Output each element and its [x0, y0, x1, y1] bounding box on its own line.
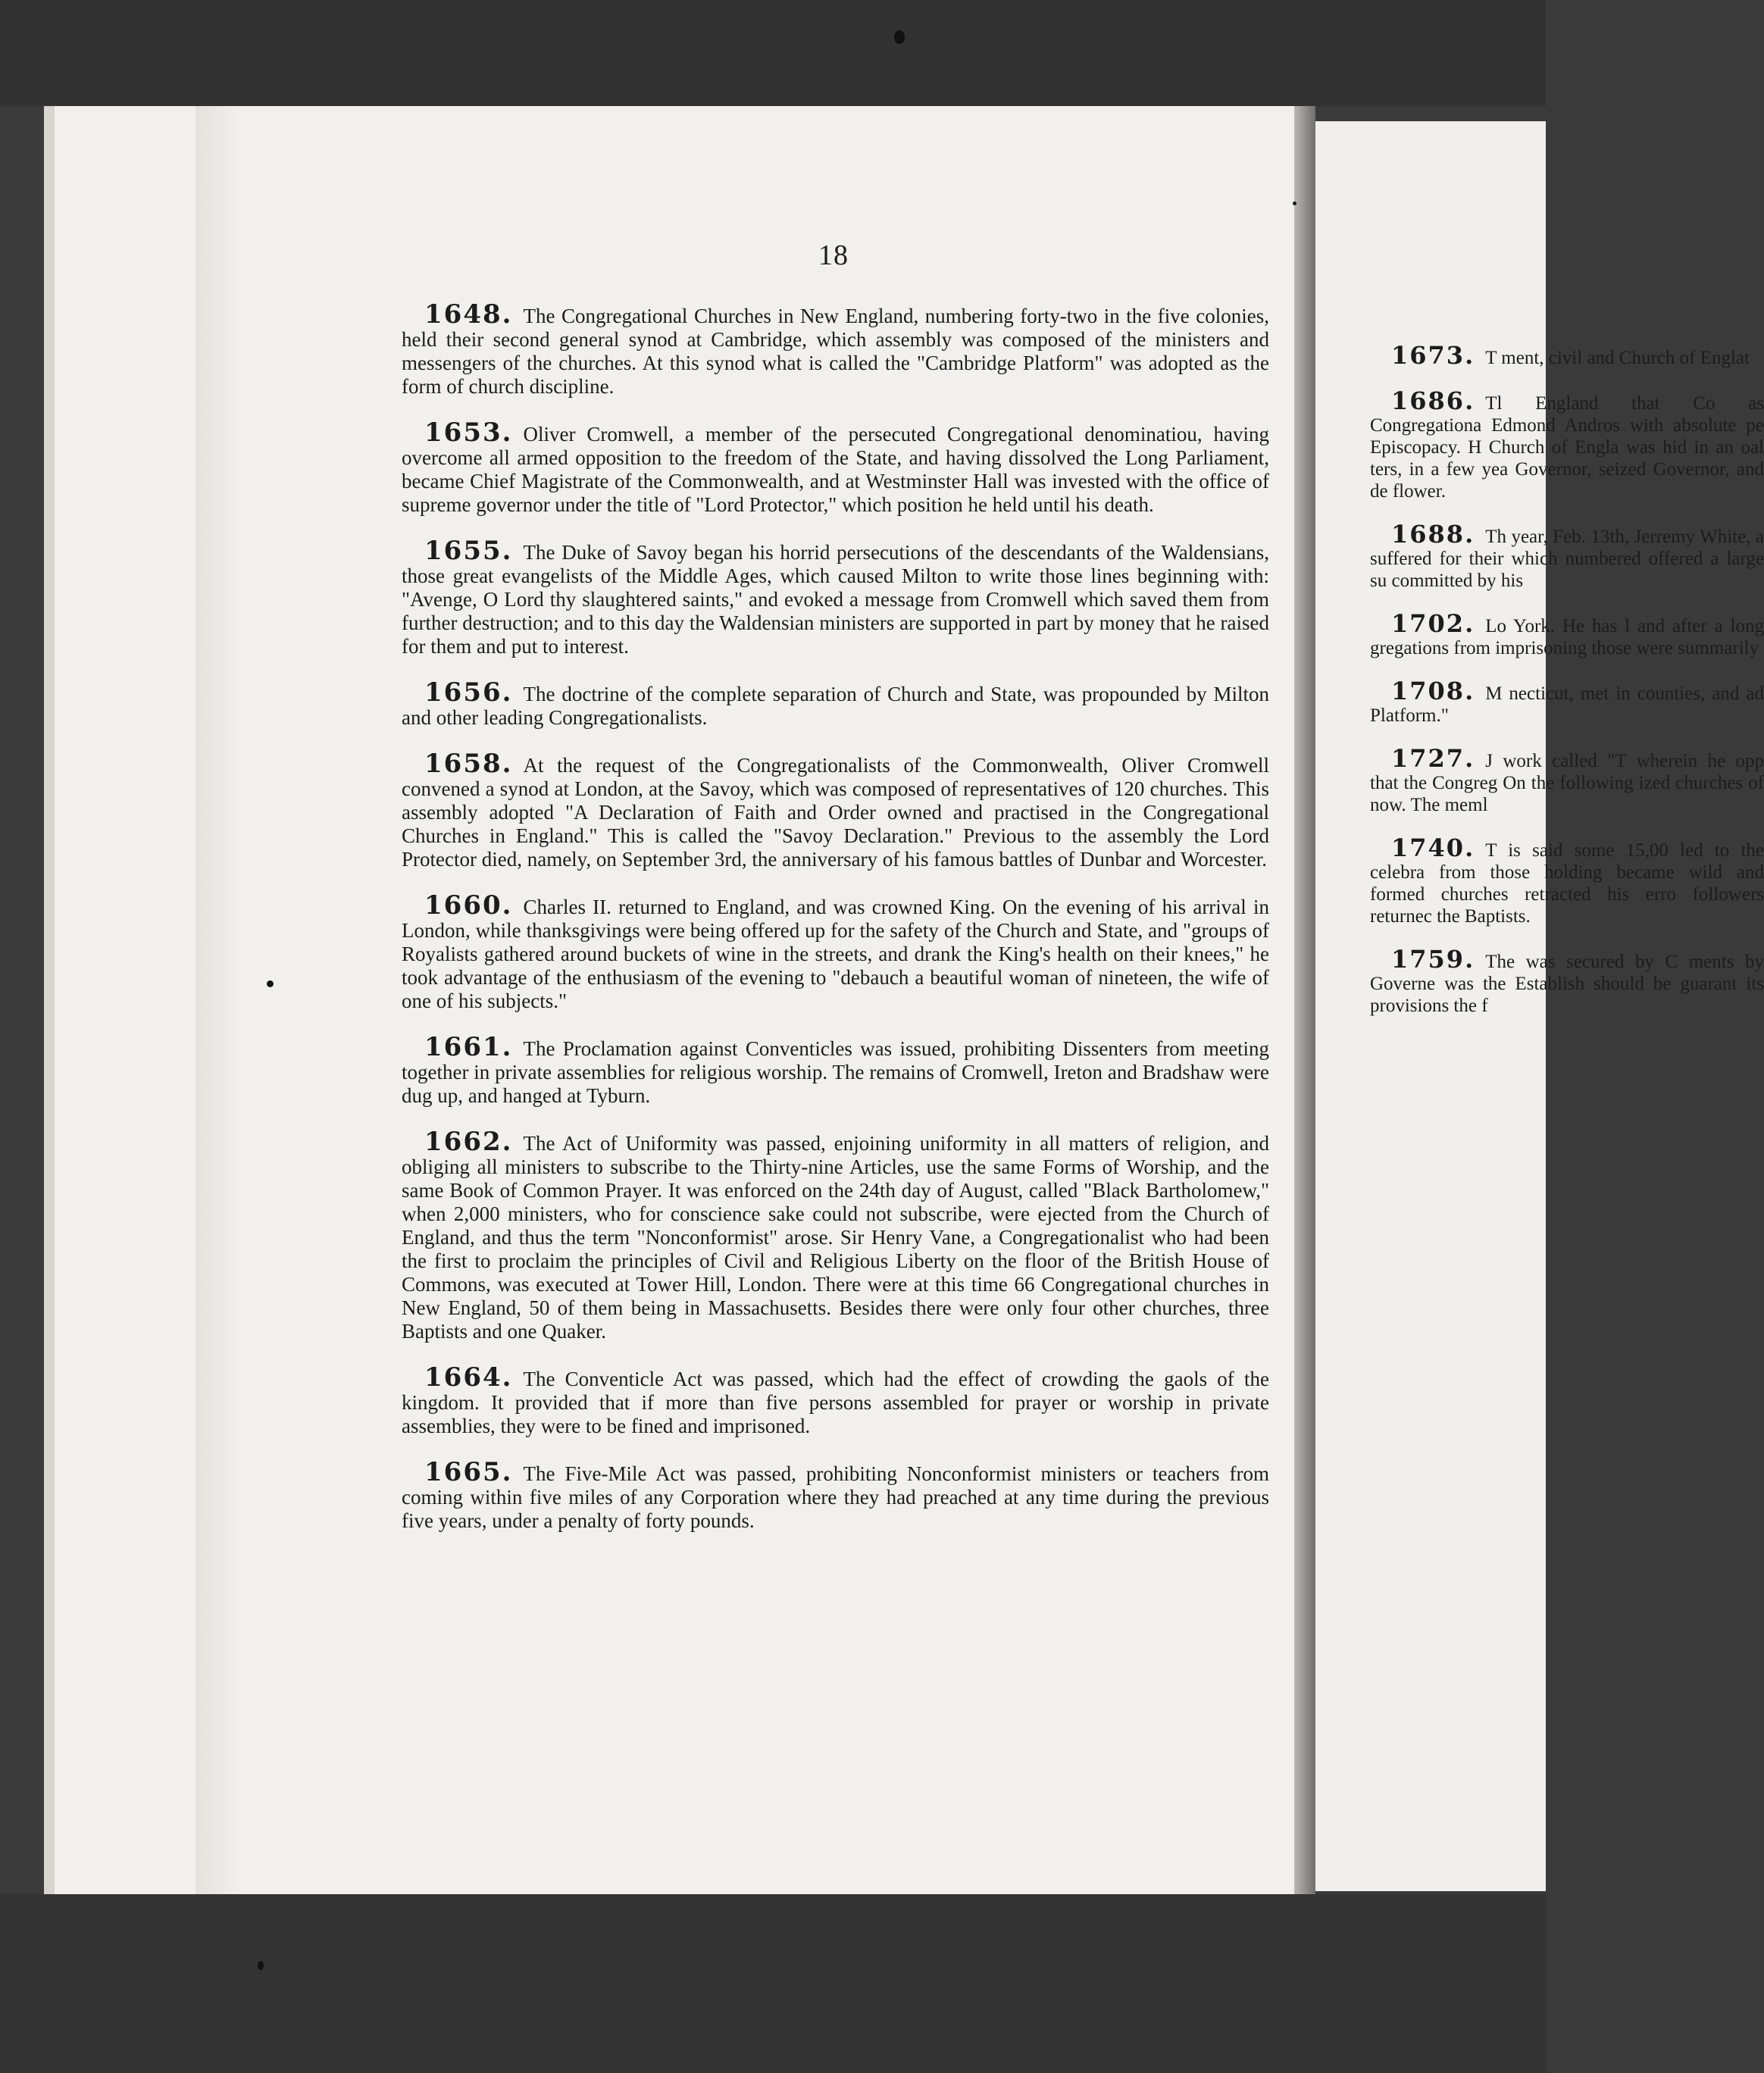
chronology-entry	[402, 1362, 1269, 1438]
chronology-entry	[402, 677, 1269, 730]
chronology-column-left	[402, 299, 1269, 1556]
entry-year: 1655.	[424, 536, 513, 566]
chronology-entry	[1370, 520, 1764, 592]
chronology-entry	[1370, 609, 1764, 659]
entry-year: 1686.	[1391, 386, 1475, 415]
page-edge	[44, 106, 55, 1894]
entry-year: 1661.	[424, 1032, 513, 1062]
entry-text: Charles II. returned to England, and was crowned King. On the evening of his arrival in London, while thanksgivings were being offered up for the safety of the Church and State, and "groups of Royalists gathered around buckets of wine in the streets, and drank the King's health on their knees," he took advantage of the enthusiasm of the evening to "debauch a beautiful woman of nineteen, the wife of one of his subjects."	[402, 896, 1269, 1012]
entry-year: 1727.	[1391, 744, 1475, 773]
entry-year: 1653.	[424, 417, 513, 448]
entry-year: 1658.	[424, 749, 513, 779]
entry-text: The doctrine of the complete separation of Church and State, was propounded by Milton and other leading Congregationalists.	[402, 683, 1269, 729]
chronology-column-right	[1370, 341, 1764, 1038]
entry-text: Tl England that Co as Congregationa Edmond Andros with absolute pe Episcopacy. H Church of Engla was hid in an oal ters, in a few yea Governor, seized Governor, and de flower.	[1370, 393, 1764, 502]
entry-year: 1660.	[424, 890, 513, 921]
entry-text: The Conventicle Act was passed, which had the effect of crowding the gaols of the kingdom. It provided that if more than five persons assembled for prayer or worship in private assemblies, they were to be fined and imprisoned.	[402, 1368, 1269, 1437]
entry-text: The Act of Uniformity was passed, enjoining uniformity in all matters of religion, and obliging all ministers to subscribe to the Thirty-nine Articles, use the same Forms of Worship, and the same Book of Common Prayer. It was enforced on the 24th day of August, called "Black Bartholomew," when 2,000 ministers, who for conscience sake could not subscribe, were ejected from the Church of England, and thus the term "Nonconformist" arose. Sir Henry Vane, a Congregationalist who had been the first to proclaim the principles of Civil and Religious Liberty on the floor of the British House of Commons, was executed at Tower Hill, London. There were at this time 66 Congregational churches in New England, 50 of them being in Massachusetts. Besides there were only four other churches, three Baptists and one Quaker.	[402, 1132, 1269, 1343]
chronology-entry	[402, 1127, 1269, 1343]
entry-year: 1708.	[1391, 677, 1475, 705]
entry-text: T ment, civil and Church of Englat	[1485, 348, 1750, 368]
chronology-entry	[1370, 677, 1764, 727]
scan-background-top	[0, 0, 1546, 106]
scan-background-bottom	[0, 1894, 1546, 2073]
entry-text: Oliver Cromwell, a member of the persecuted Congregational denominatiou, having overcome all armed opposition to the freedom of the State, and having dissolved the Long Parliament, became Chief Magistrate of the Commonwealth, and at Westminster Hall was invested with the office of supreme governor under the title of "Lord Protector," which position he held until his death.	[402, 423, 1269, 516]
entry-text: The was secured by C ments by Governe was the Establish should be guarant its provisions the f	[1370, 952, 1764, 1016]
entry-text: The Duke of Savoy began his horrid persecutions of the descendants of the Waldensians, those great evangelists of the Middle Ages, which caused Milton to write those lines beginning with: "Avenge, O Lord thy slaughtered saints," and evoked a message from Cromwell which saved them from further destruction; and to this day the Waldensian ministers are supported in part by money that he raised for them and put to interest.	[402, 541, 1269, 658]
entry-text: At the request of the Congregationalists of the Commonwealth, Oliver Cromwell convened a synod at London, at the Savoy, which was composed of representatives of 120 churches. This assembly adopted "A Declaration of Faith and Order owned and practised in the Congregational Churches in England." This is called the "Savoy Declaration." Previous to the assembly the Lord Protector died, namely, on September 3rd, the anniversary of his famous battles of Dunbar and Worcester.	[402, 754, 1269, 871]
chronology-entry	[1370, 945, 1764, 1017]
entry-year: 1656.	[424, 677, 513, 708]
page-number: 18	[818, 239, 849, 271]
chronology-entry	[402, 890, 1269, 1013]
dust-speck	[1293, 202, 1296, 205]
entry-year: 1662.	[424, 1127, 513, 1157]
entry-year: 1702.	[1391, 609, 1475, 638]
dust-speck	[258, 1961, 264, 1970]
entry-text: J work called "T wherein he opp that the Congreg On the following ized churches of now. The meml	[1370, 751, 1764, 815]
entry-year: 1665.	[424, 1457, 513, 1487]
entry-year: 1740.	[1391, 833, 1475, 862]
entry-text: M necticut, met in counties, and ad Platform."	[1370, 683, 1764, 726]
chronology-entry	[402, 1457, 1269, 1533]
entry-text: Lo York. He has l and after a long gregations from imprisoning those were summarily	[1370, 616, 1764, 658]
entry-year: 1759.	[1391, 945, 1475, 974]
chronology-entry	[1370, 833, 1764, 927]
chronology-entry	[1370, 744, 1764, 816]
entry-text: The Five-Mile Act was passed, prohibiting Nonconformist ministers or teachers from coming within five miles of any Corporation where they had preached at any time during the previous five years, under a penalty of forty pounds.	[402, 1462, 1269, 1532]
chronology-entry	[402, 299, 1269, 399]
chronology-entry	[402, 749, 1269, 871]
entry-year: 1648.	[424, 299, 513, 330]
dust-speck	[267, 980, 274, 987]
chronology-entry	[402, 1032, 1269, 1108]
entry-text: The Congregational Churches in New England, numbering forty-two in the five colonies, held their second general synod at Cambridge, which assembly was composed of the ministers and messengers of the churches. At this synod what is called the "Cambridge Platform" was adopted as the form of church discipline.	[402, 305, 1269, 398]
chronology-entry	[402, 536, 1269, 658]
entry-year: 1673.	[1391, 341, 1475, 370]
entry-text: T is said some 15,00 led to the celebra from those holding became wild and formed churches retracted his erro followers returnec the Baptists.	[1370, 840, 1764, 927]
chronology-entry	[1370, 341, 1764, 370]
entry-year: 1664.	[424, 1362, 513, 1393]
dust-speck	[894, 30, 905, 44]
entry-text: Th year, Feb. 13th, Jerremy White, a suffered for their which numbered offered a large su committed by his	[1370, 527, 1764, 591]
page-margin-shadow	[195, 106, 241, 1894]
chronology-entry	[1370, 386, 1764, 502]
entry-year: 1688.	[1391, 520, 1475, 549]
chronology-entry	[402, 417, 1269, 517]
entry-text: The Proclamation against Conventicles was issued, prohibiting Dissenters from meeting together in private assemblies for religious worship. The remains of Cromwell, Ireton and Bradshaw were dug up, and hanged at Tyburn.	[402, 1037, 1269, 1107]
book-gutter	[1294, 106, 1315, 1894]
